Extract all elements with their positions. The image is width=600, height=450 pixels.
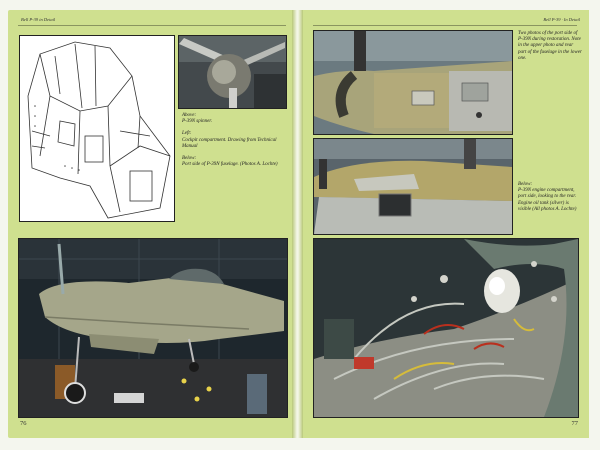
right-page-header: Bell P-39 · In Detail [543, 17, 580, 22]
right-caption-top: Two photos of the port side of P-39N during restoration. Note in the upper photo and rear part of the fuselage in the lower one. [518, 31, 582, 61]
spinner-photo [178, 35, 287, 109]
caption-below-label: Below: [182, 156, 197, 162]
caption-mid-label: Below: [518, 182, 533, 187]
right-page-number: 77 [571, 420, 578, 427]
page-gutter [292, 10, 303, 438]
fuselage-hangar-photo [18, 238, 288, 418]
right-header-rule [313, 25, 577, 26]
right-caption-mid [518, 182, 582, 213]
caption-left-text: Cockpit compartment. Drawing from Technical Manual [182, 137, 277, 149]
caption-mid-text: P-39N engine compartment, port side, looking to the rear. Engine oil tank (silver) is visible (All photos A. Lochte) [518, 188, 577, 212]
engine-compartment-photo [313, 238, 579, 418]
caption-above-text: P-39N spinner. [182, 119, 212, 125]
caption-above-label: Above: [182, 113, 197, 118]
restoration-photo-upper [313, 30, 513, 135]
caption-left-label: Left: [182, 131, 192, 137]
left-page-number: 76 [20, 420, 27, 427]
restoration-photo-lower [313, 138, 513, 235]
cockpit-drawing [19, 35, 175, 222]
left-header-rule [18, 25, 286, 26]
left-page-header: Bell P-39 in Detail [21, 17, 56, 22]
caption-below-text: Port side of P-39N fuselage. (Photos A. Lochte) [182, 162, 278, 168]
left-captions [182, 113, 282, 168]
